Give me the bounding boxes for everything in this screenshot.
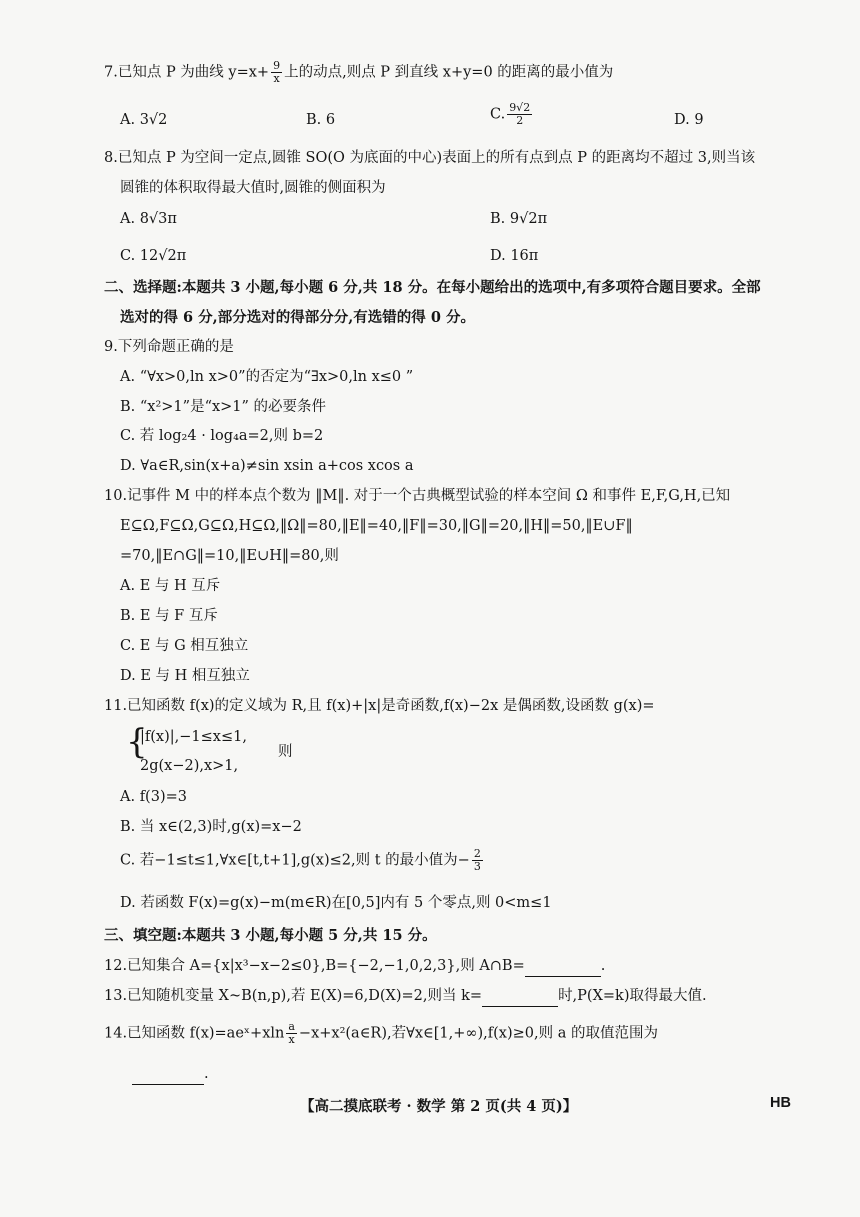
q11-option-c — [120, 848, 860, 873]
q7-option-c-den: 2 — [516, 114, 524, 127]
q10-line2: E⊆Ω,F⊆Ω,G⊆Ω,H⊆Ω,‖Ω‖=80,‖E‖=40,‖F‖=30,‖G‖=20,‖H‖=50,‖E∪F‖ — [120, 518, 633, 534]
q14-answer-blank[interactable] — [132, 1064, 204, 1085]
q12-stem: 12.已知集合 A={x|x³−x−2≤0},B={−2,−1,0,2,3},则 A∩B= — [104, 958, 525, 974]
q8-option-a: A. 8√3π — [120, 211, 177, 227]
q9-option-d: D. ∀a∈R,sin(x+a)≠sin xsin a+cos xcos a — [120, 458, 414, 474]
q11-option-d: D. 若函数 F(x)=g(x)−m(m∈R)在[0,5]内有 5 个零点,则 0<m≤1 — [120, 895, 552, 911]
footer-code: HB — [770, 1095, 791, 1111]
q11-line1: 11.已知函数 f(x)的定义域为 R,且 f(x)+|x|是奇函数,f(x)−2x 是偶函数,设函数 g(x)= — [104, 698, 655, 714]
q11-case2: 2g(x−2),x>1, — [140, 758, 239, 774]
q12-answer-blank[interactable] — [525, 956, 601, 977]
q7-stem — [104, 60, 860, 85]
q7-option-c-num: 9√2 — [509, 101, 531, 114]
q14-fraction — [286, 1021, 297, 1046]
q11-then: 则 — [278, 744, 293, 760]
q13-stem-part2: 时,P(X=k)取得最大值. — [558, 988, 707, 1004]
q10-line3: =70,‖E∩G‖=10,‖E∪H‖=80,则 — [120, 548, 339, 564]
q10-line1: 10.记事件 M 中的样本点个数为 ‖M‖. 对于一个古典概型试验的样本空间 Ω 和事件 E,F,G,H,已知 — [104, 488, 731, 504]
q13-answer-blank[interactable] — [482, 986, 558, 1007]
q7-frac-num: 9 — [273, 59, 281, 72]
q11-case1: |f(x)|,−1≤x≤1, — [140, 729, 247, 745]
q7-option-c — [490, 102, 534, 127]
q8-option-c: C. 12√2π — [120, 248, 187, 264]
q14-text — [104, 1021, 860, 1046]
q7-fraction — [271, 60, 282, 85]
q7-frac-den: x — [273, 72, 280, 85]
q10-option-b: B. E 与 F 互斥 — [120, 608, 218, 624]
q11-option-c-num: 2 — [473, 847, 481, 860]
piecewise-brace: { — [126, 722, 148, 762]
q13-stem-part1: 13.已知随机变量 X~B(n,p),若 E(X)=6,D(X)=2,则当 k= — [104, 988, 483, 1004]
q11-option-a: A. f(3)=3 — [120, 789, 187, 805]
q13-text — [104, 986, 860, 1007]
q8-line1: 8.已知点 P 为空间一定点,圆锥 SO(O 为底面的中心)表面上的所有点到点 P 的距离均不超过 3,则当该 — [104, 150, 756, 166]
q14-frac-num: a — [288, 1020, 295, 1033]
q14-frac-den: x — [288, 1033, 295, 1046]
q7-option-c-fraction — [507, 102, 532, 127]
q11-option-c-text: C. 若−1≤t≤1,∀x∈[t,t+1],g(x)≤2,则 t 的最小值为− — [120, 852, 470, 869]
q7-option-c-label: C. — [490, 106, 506, 123]
footer-page-info: 【高二摸底联考 · 数学 第 2 页(共 4 页)】 — [300, 1098, 578, 1115]
q14-answer-line — [132, 1064, 860, 1085]
q7-option-d: D. 9 — [674, 112, 704, 128]
q7-option-a: A. 3√2 — [120, 112, 168, 128]
q14-stem-part1: 14.已知函数 f(x)=aeˣ+xln — [104, 1025, 285, 1042]
q12-end: . — [600, 958, 606, 974]
section3-heading: 三、填空题:本题共 3 小题,每小题 5 分,共 15 分。 — [104, 927, 437, 944]
q8-line2: 圆锥的体积取得最大值时,圆锥的侧面积为 — [120, 180, 386, 196]
q10-option-c: C. E 与 G 相互独立 — [120, 638, 249, 654]
q12-text — [104, 956, 860, 977]
q7-option-b: B. 6 — [306, 112, 336, 128]
q9-option-b: B. “x²>1”是“x>1” 的必要条件 — [120, 399, 327, 415]
section2-heading: 二、选择题:本题共 3 小题,每小题 6 分,共 18 分。在每小题给出的选项中,有多项符合题目要求。全部 — [104, 279, 761, 296]
q9-stem: 9.下列命题正确的是 — [104, 339, 234, 355]
q9-option-c: C. 若 log₂4 · log₄a=2,则 b=2 — [120, 428, 324, 444]
q8-option-d: D. 16π — [490, 248, 539, 264]
q14-stem-part2: −x+x²(a∈R),若∀x∈[1,+∞),f(x)≥0,则 a 的取值范围为 — [298, 1025, 658, 1042]
q11-option-b: B. 当 x∈(2,3)时,g(x)=x−2 — [120, 819, 302, 835]
q8-option-b: B. 9√2π — [490, 211, 548, 227]
q14-end: . — [204, 1066, 209, 1082]
q11-option-c-fraction — [472, 848, 483, 873]
q9-option-a: A. “∀x>0,ln x>0”的否定为“∃x>0,ln x≤0 ” — [120, 369, 414, 385]
q11-option-c-den: 3 — [473, 860, 481, 873]
q10-option-a: A. E 与 H 互斥 — [120, 578, 221, 594]
q7-stem-part2: 上的动点,则点 P 到直线 x+y=0 的距离的最小值为 — [284, 64, 614, 81]
section2-heading-cont: 选对的得 6 分,部分选对的得部分分,有选错的得 0 分。 — [120, 309, 475, 326]
q10-option-d: D. E 与 H 相互独立 — [120, 668, 250, 684]
q7-stem-part1: 7.已知点 P 为曲线 y=x+ — [104, 64, 270, 81]
